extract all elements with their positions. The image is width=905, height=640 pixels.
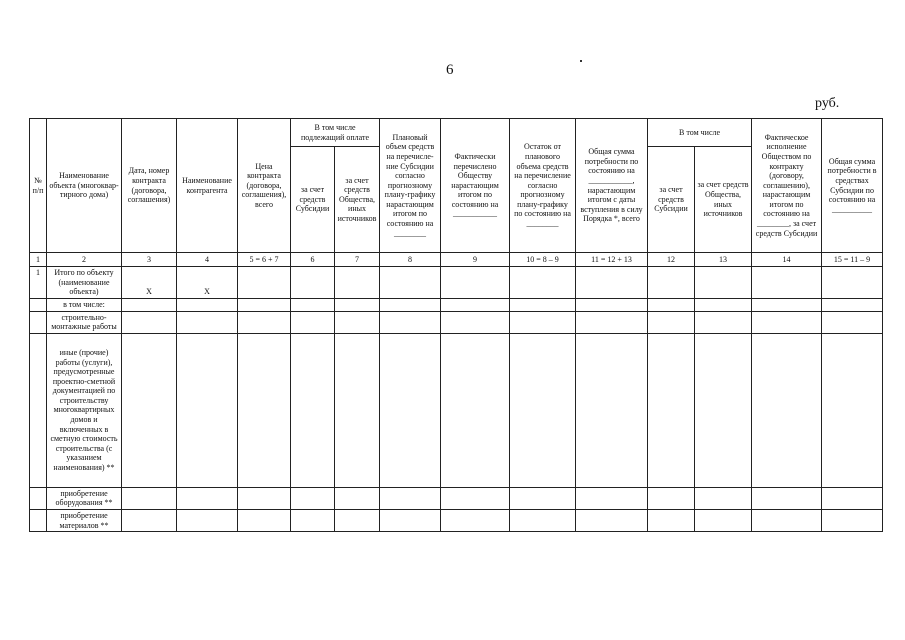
- header-group-payable: В том числе подлежащий оплате: [291, 119, 380, 147]
- table-cell: [510, 509, 576, 531]
- table-cell: [648, 487, 695, 509]
- table-cell: [441, 509, 510, 531]
- table-cell: [291, 299, 335, 312]
- table-cell: [291, 509, 335, 531]
- table-cell: [695, 487, 752, 509]
- row-name: иные (прочие) работы (услуги), предусмотренные проектно-сметной документацией по строительству многоквартирных домов и включенных в сметную стоимость строительства (с указанием наименования) **: [47, 333, 122, 487]
- row-date: [122, 509, 177, 531]
- table-cell: [510, 299, 576, 312]
- table-cell: [441, 267, 510, 299]
- table-cell: [510, 333, 576, 487]
- table-cell: [695, 267, 752, 299]
- column-number: 2: [47, 253, 122, 267]
- table-cell: [752, 299, 822, 312]
- table-cell: [648, 333, 695, 487]
- table-cell: [291, 311, 335, 333]
- column-number: 14: [752, 253, 822, 267]
- table-cell: [695, 299, 752, 312]
- row-name: приобретение оборудования **: [47, 487, 122, 509]
- table-cell: [576, 487, 648, 509]
- table-cell: [648, 311, 695, 333]
- table-cell: [238, 311, 291, 333]
- row-name: в том числе:: [47, 299, 122, 312]
- table-cell: [380, 311, 441, 333]
- column-number: 10 = 8 – 9: [510, 253, 576, 267]
- table-cell: [752, 333, 822, 487]
- header-object: Наименование объекта (многоквар-тирного дома): [47, 119, 122, 253]
- table-cell: [822, 333, 883, 487]
- currency-label: руб.: [815, 96, 840, 111]
- row-contractor: [177, 487, 238, 509]
- header-total-subsidy-need: Общая сумма потребности в средствах Субсидии по состоянию на __________: [822, 119, 883, 253]
- header-actual: Фактически перечислено Обществу нарастающим итогом по состоянию на ___________: [441, 119, 510, 253]
- row-name: приобретение материалов **: [47, 509, 122, 531]
- table-cell: [510, 311, 576, 333]
- row-contractor: [177, 299, 238, 312]
- table-cell: [441, 311, 510, 333]
- table-cell: [822, 299, 883, 312]
- column-number: 9: [441, 253, 510, 267]
- column-number: 15 = 11 – 9: [822, 253, 883, 267]
- table-cell: [380, 487, 441, 509]
- row-contractor: X: [177, 267, 238, 299]
- column-number: 8: [380, 253, 441, 267]
- header-subsidy: за счет средств Субсидии: [291, 147, 335, 253]
- table-cell: [576, 509, 648, 531]
- table-cell: [648, 509, 695, 531]
- row-date: [122, 311, 177, 333]
- header-own: за счет средств Общества, иных источников: [335, 147, 380, 253]
- header-group-including: В том числе: [648, 119, 752, 147]
- table-cell: [695, 509, 752, 531]
- table-row: [30, 509, 883, 531]
- table-cell: [695, 311, 752, 333]
- table-cell: [822, 509, 883, 531]
- column-number: 13: [695, 253, 752, 267]
- table-cell: [752, 267, 822, 299]
- scan-speck: [580, 60, 582, 62]
- table-cell: [335, 299, 380, 312]
- table-cell: [576, 333, 648, 487]
- table-cell: [441, 299, 510, 312]
- table-cell: [510, 267, 576, 299]
- table-cell: [380, 267, 441, 299]
- header-fact-exec: Фактическое исполнение Обществом по контракту (договору, соглашению), нарастающим итогом по состоянию на ________, за счет средств Субсидии: [752, 119, 822, 253]
- table-cell: [238, 333, 291, 487]
- table-cell: [752, 487, 822, 509]
- header-planned: Плановый объем средств на перечисле-ние Субсидии согласно прогнозному плану-графику нарастающим итогом по состоянию на ________: [380, 119, 441, 253]
- header-price: Цена контракта (договора, соглашения), всего: [238, 119, 291, 253]
- row-contractor: [177, 333, 238, 487]
- table-cell: [648, 267, 695, 299]
- table-cell: [822, 267, 883, 299]
- row-date: X: [122, 267, 177, 299]
- table-cell: [576, 299, 648, 312]
- table-cell: [822, 311, 883, 333]
- table-cell: [335, 311, 380, 333]
- column-number-row: [30, 253, 883, 267]
- table-cell: [238, 487, 291, 509]
- column-number: 1: [30, 253, 47, 267]
- row-number: [30, 311, 47, 333]
- row-contractor: [177, 509, 238, 531]
- table-cell: [822, 487, 883, 509]
- table-cell: [335, 267, 380, 299]
- page-number: 6: [446, 62, 454, 78]
- table-cell: [291, 333, 335, 487]
- table-cell: [291, 267, 335, 299]
- table-cell: [510, 487, 576, 509]
- table-cell: [695, 333, 752, 487]
- table-cell: [441, 333, 510, 487]
- table-cell: [441, 487, 510, 509]
- row-number: [30, 333, 47, 487]
- table-cell: [380, 509, 441, 531]
- table-cell: [238, 509, 291, 531]
- report-table: [29, 118, 883, 532]
- table-cell: [576, 267, 648, 299]
- table-cell: [335, 333, 380, 487]
- table-cell: [752, 509, 822, 531]
- table-cell: [335, 487, 380, 509]
- column-number: 3: [122, 253, 177, 267]
- header-no: № п/п: [30, 119, 47, 253]
- row-number: [30, 509, 47, 531]
- column-number: 12: [648, 253, 695, 267]
- row-date: [122, 299, 177, 312]
- table-cell: [238, 299, 291, 312]
- header-total-need: Общая сумма потребности по состоянию на ___________, нарастающим итогом с даты вступления в силу Порядка *, всего: [576, 119, 648, 253]
- header-remainder: Остаток от планового объема средств на перечисление согласно прогнозному плану-графику по состоянию на ________: [510, 119, 576, 253]
- table-row: [30, 311, 883, 333]
- table-cell: [648, 299, 695, 312]
- header-subsidy-2: за счет средств Субсидии: [648, 147, 695, 253]
- row-name: строительно-монтажные работы: [47, 311, 122, 333]
- column-number: 5 = 6 + 7: [238, 253, 291, 267]
- table-cell: [238, 267, 291, 299]
- table-cell: [380, 333, 441, 487]
- table-cell: [335, 509, 380, 531]
- column-number: 4: [177, 253, 238, 267]
- table-cell: [291, 487, 335, 509]
- table-cell: [752, 311, 822, 333]
- row-number: 1: [30, 267, 47, 299]
- table-cell: [380, 299, 441, 312]
- table-cell: [576, 311, 648, 333]
- table-row: [30, 299, 883, 312]
- row-number: [30, 487, 47, 509]
- column-number: 7: [335, 253, 380, 267]
- row-name: Итого по объекту (наименование объекта): [47, 267, 122, 299]
- table-row: [30, 267, 883, 299]
- table-row: [30, 333, 883, 487]
- row-number: [30, 299, 47, 312]
- row-date: [122, 487, 177, 509]
- column-number: 6: [291, 253, 335, 267]
- header-contractor: Наименование контрагента: [177, 119, 238, 253]
- column-number: 11 = 12 + 13: [576, 253, 648, 267]
- header-own-2: за счет средств Общества, иных источников: [695, 147, 752, 253]
- table-row: [30, 487, 883, 509]
- row-date: [122, 333, 177, 487]
- row-contractor: [177, 311, 238, 333]
- header-date: Дата, номер контракта (договора, соглашения): [122, 119, 177, 253]
